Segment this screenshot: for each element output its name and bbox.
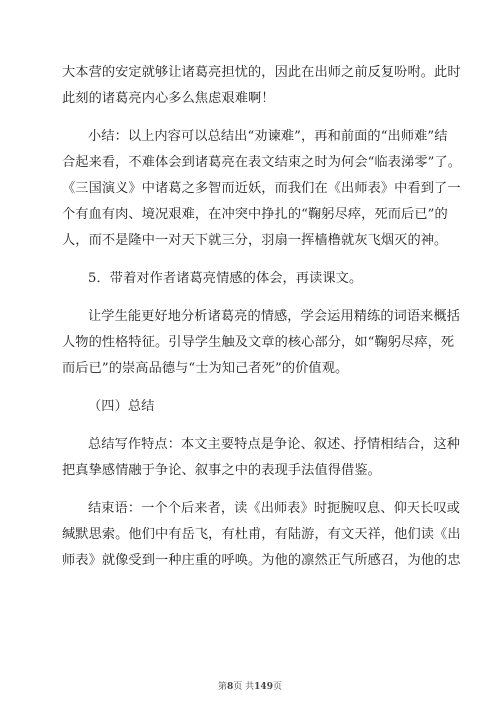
text-line: 个有血有肉、境况艰难，在冲突中挣扎的“鞠躬尽瘁，死而后已”的 <box>62 207 448 222</box>
paragraph-1 <box>62 60 461 112</box>
section-heading <box>62 394 442 420</box>
text-line: 缄默思索。他们中有岳飞，有杜甫，有陆游，有文天祥，他们读《出 <box>62 527 461 542</box>
paragraph-writing-features <box>62 432 461 484</box>
total-pages: 149 <box>254 682 273 692</box>
text-line: 把真挚感情融于争论、叙事之中的表现手法值得借鉴。 <box>62 463 381 478</box>
document-body <box>62 60 462 586</box>
text-line: 让学生能更好地分析诸葛亮的情感，学会运用精练的词语来概括 <box>88 309 461 324</box>
text-line: 合起来看，不难体会到诸葛亮在表文结束之时为何会“临表涕零”了。 <box>62 155 462 170</box>
text-line: 此刻的诸葛亮内心多么焦虑艰难啊！ <box>62 91 275 106</box>
text-line: 而后已”的崇高品德与“士为知己者死”的价值观。 <box>62 361 349 376</box>
footer-prefix: 第 <box>218 682 228 692</box>
footer-mid: 页 共 <box>233 682 255 692</box>
text-line: 大本营的安定就够让诸葛亮担忧的，因此在出师之前反复吩咐。此时 <box>62 65 461 80</box>
text-line: 小结：以上内容可以总结出“劝谏难”，再和前面的“出师难”结 <box>88 129 448 144</box>
text-line: 人，而不是隆中一对天下就三分，羽扇一挥樯橹就灰飞烟灭的神。 <box>62 233 448 248</box>
text-line: 结束语：一个个后来者，读《出师表》时扼腕叹息、仰天长叹或 <box>88 501 461 516</box>
current-page-number: 8 <box>227 682 234 692</box>
text-line: 5．带着对作者诸葛亮情感的体会，再读课文。 <box>88 271 363 286</box>
text-line: 总结写作特点：本文主要特点是争论、叙述、抒情相结合，这种 <box>88 437 461 452</box>
paragraph-closing <box>62 496 461 574</box>
paragraph-step-5 <box>62 266 442 292</box>
text-line: 人物的性格特征。引导学生触及文章的核心部分，如“鞠躬尽瘁，死 <box>62 335 455 350</box>
footer-suffix: 页 <box>272 682 282 692</box>
page-footer <box>0 679 500 692</box>
heading-text: （四）总结 <box>88 399 155 414</box>
text-line: 师表》就像受到一种庄重的呼唤。为他的凛然正气所感召，为他的忠 <box>62 553 461 568</box>
paragraph-analysis <box>62 304 461 382</box>
text-line: 《三国演义》中诸葛之多智而近妖，而我们在《出师表》中看到了一 <box>62 181 461 196</box>
paragraph-summary <box>62 124 462 254</box>
